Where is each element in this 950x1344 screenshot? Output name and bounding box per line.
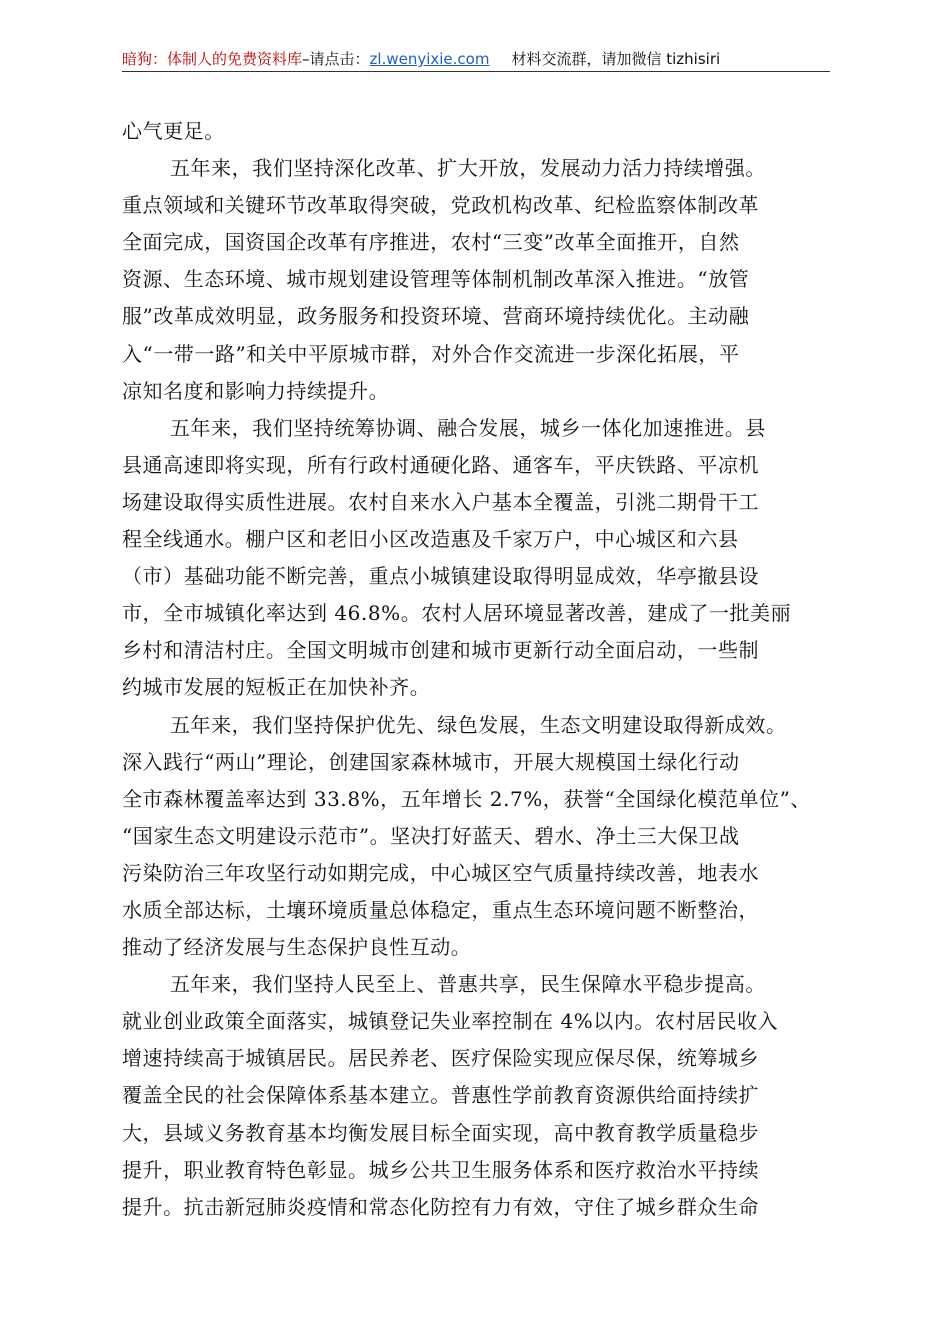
contact-info: 材料交流群，请加微信 tizhisiri — [511, 50, 721, 68]
text-line: 程全线通水。棚户区和老旧小区改造惠及千家万户，中心城区和六县 — [122, 527, 739, 552]
text-line: 增速持续高于城镇居民。居民养老、医疗保险实现应保尽保，统筹城乡 — [122, 1046, 760, 1071]
text-line: 市，全市城镇化率达到 46.8%。农村人居环境显著改善，建成了一批美丽 — [122, 601, 792, 626]
text-line: 心气更足。 — [122, 119, 225, 143]
text-line: 深入践行“两山”理论，创建国家森林城市，开展大规模国土绿化行动 — [122, 749, 740, 774]
header-divider — [122, 71, 830, 72]
text-line: 服”改革成效明显，政务服务和投资环境、营商环境持续优化。主动融 — [122, 304, 750, 329]
text-line: 水质全部达标，土壤环境质量总体稳定，重点生态环境问题不断整治， — [122, 897, 760, 922]
text-line: 凉知名度和影响力持续提升。 — [122, 378, 390, 403]
text-line: 覆盖全民的社会保障体系基本建立。普惠性学前教育资源供给面持续扩 — [122, 1083, 760, 1108]
paragraph-start: 五年来，我们坚持保护优先、绿色发展，生态文明建设取得新成效。 — [170, 712, 787, 737]
text-line: 资源、生态环境、城市规划建设管理等体制机制改革深入推进。“放管 — [122, 267, 750, 292]
text-line: 乡村和清洁村庄。全国文明城市创建和城市更新行动全面启动，一些制 — [122, 638, 760, 663]
text-line: 约城市发展的短板正在加快补齐。 — [122, 675, 431, 700]
site-link[interactable]: zl.wenyixie.com — [369, 50, 490, 68]
text-line: 大，县域义务教育基本均衡发展目标全面实现，高中教育教学质量稳步 — [122, 1120, 760, 1145]
text-line: 重点领域和关键环节改革取得突破，党政机构改革、纪检监察体制改革 — [122, 193, 760, 218]
text-line: 入“一带一路”和关中平原城市群，对外合作交流进一步深化拓展，平 — [122, 341, 740, 366]
text-line: 县通高速即将实现，所有行政村通硬化路、通客车，平庆铁路、平凉机 — [122, 452, 760, 477]
text-line: 推动了经济发展与生态保护良性互动。 — [122, 935, 472, 960]
text-line: 全市森林覆盖率达到 33.8%，五年增长 2.7%，获誉“全国绿化模范单位”、 — [122, 786, 811, 811]
paragraph-start: 五年来，我们坚持人民至上、普惠共享，民生保障水平稳步提高。 — [170, 972, 766, 997]
text-line: 就业创业政策全面落实，城镇登记失业率控制在 4%以内。农村居民收入 — [122, 1009, 779, 1034]
paragraph-start: 五年来，我们坚持统筹协调、融合发展，城乡一体化加速推进。县 — [170, 415, 766, 440]
paragraph-start: 五年来，我们坚持深化改革、扩大开放，发展动力活力持续增强。 — [170, 156, 766, 181]
text-line: （市）基础功能不断完善，重点小城镇建设取得明显成效，华亭撤县设 — [122, 564, 760, 589]
site-name: 暗狗：体制人的免费资料库 — [122, 50, 303, 68]
text-line: 提升。抗击新冠肺炎疫情和常态化防控有力有效，守住了城乡群众生命 — [122, 1194, 760, 1219]
text-line: 污染防治三年攻坚行动如期完成，中心城区空气质量持续改善，地表水 — [122, 860, 760, 885]
page-header — [122, 48, 830, 72]
text-line: “国家生态文明建设示范市”。坚决打好蓝天、碧水、净土三大保卫战 — [122, 823, 740, 848]
click-prompt: –请点击： — [302, 50, 370, 68]
text-line: 场建设取得实质性进展。农村自来水入户基本全覆盖，引洮二期骨干工 — [122, 489, 760, 514]
text-line: 提升，职业教育特色彰显。城乡公共卫生服务体系和医疗救治水平持续 — [122, 1157, 760, 1182]
document-body — [122, 113, 842, 1226]
text-line: 全面完成，国资国企改革有序推进，农村“三变”改革全面推开，自然 — [122, 230, 740, 255]
